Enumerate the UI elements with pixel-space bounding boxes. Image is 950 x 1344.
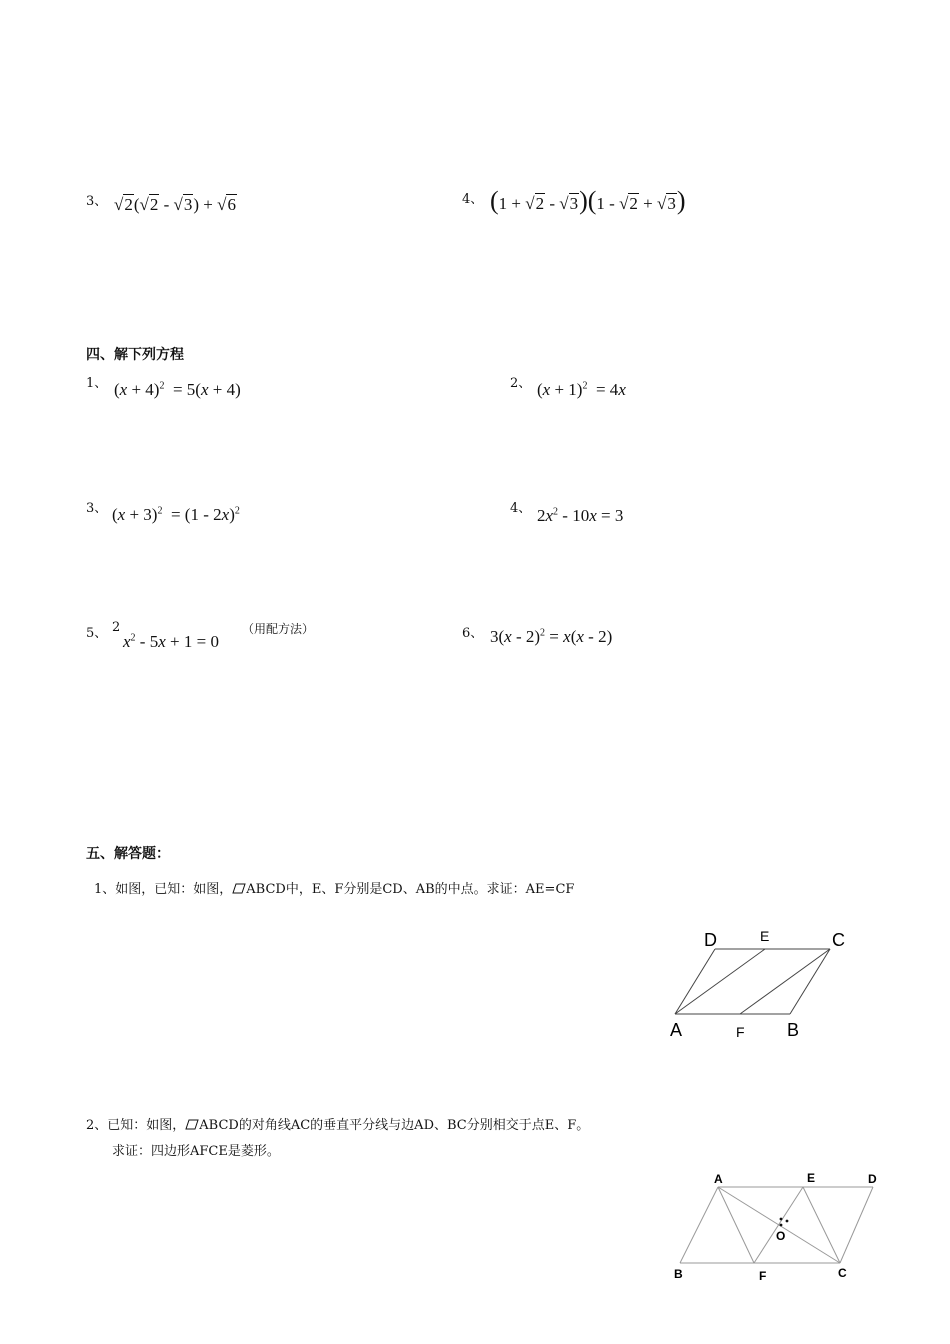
problem2-prove-line: 求证：四边形AFCE是菱形。	[112, 1144, 280, 1159]
eq2-number: 2、	[510, 376, 532, 391]
q3-expression: √2(√2 - √3) + √6	[114, 195, 236, 214]
problem2-figure	[668, 1170, 890, 1284]
eq1-expression: $(x + 4)^2 = 5(x + 4)$	[114, 380, 241, 399]
fig2-label-d: D	[868, 1172, 877, 1186]
fig2-label-f: F	[759, 1269, 767, 1283]
fig1-label-f: F	[736, 1024, 745, 1040]
problem2-text-before: 已知：如图，	[107, 1118, 186, 1133]
fig2-label-a: A	[714, 1172, 723, 1186]
eq3-number: 3、	[86, 501, 108, 516]
fig1-label-e: E	[760, 928, 770, 944]
problem2-text-after: ABCD的对角线AC的垂直平分线与边AD、BC分别相交于点E、F。	[199, 1118, 590, 1133]
problem1-figure	[660, 922, 870, 1047]
problem2-number: 2、	[86, 1118, 108, 1133]
eq5-expression: $x^2 - 5x + 1 = 0$	[123, 632, 219, 651]
parallelogram-icon	[232, 883, 246, 894]
fig1-label-a: A	[670, 1020, 683, 1040]
eq4-number: 4、	[510, 501, 532, 516]
fig2-label-e: E	[807, 1171, 816, 1185]
fig2-label-c: C	[838, 1266, 847, 1280]
eq6-number: 6、	[462, 626, 484, 641]
fig2-label-o: O	[776, 1229, 786, 1243]
problem1-statement	[94, 878, 574, 897]
fig1-label-c: C	[832, 930, 845, 950]
eq5-method-note: （用配方法）	[242, 622, 315, 636]
problem2-statement	[86, 1114, 589, 1133]
section-heading-equations: 四、解下列方程	[86, 347, 184, 363]
parallelogram-icon	[185, 1119, 199, 1130]
eq4-expression: $2x^2 - 10x = 3$	[537, 506, 624, 525]
eq5-lead: 2	[112, 620, 121, 635]
q3-number: 3、	[86, 194, 108, 209]
q4-expression: (1 + √2 - √3)(1 - √2 + √3)	[490, 186, 686, 215]
eq2-expression: $(x + 1)^2 = 4x$	[537, 380, 626, 399]
fig1-label-b: B	[787, 1020, 800, 1040]
fig1-label-d: D	[704, 930, 717, 950]
eq6-expression: 3(x - 2)$^2$ = x(x - 2)	[490, 627, 613, 646]
problem1-text-after: ABCD中，E、F分别是CD、AB的中点。求证：AE=CF	[246, 882, 575, 897]
eq5-number: 5、	[86, 626, 108, 641]
fig2-label-b: B	[674, 1267, 683, 1281]
problem1-number: 1、	[94, 882, 116, 897]
eq3-expression: $(x + 3)^2 = (1 - 2x)^2$	[112, 505, 240, 524]
eq1-number: 1、	[86, 376, 108, 391]
problem1-text-before: 如图，已知：如图，	[115, 882, 233, 897]
section-heading-answers: 五、解答题：	[86, 846, 170, 862]
q4-number: 4、	[462, 192, 484, 207]
